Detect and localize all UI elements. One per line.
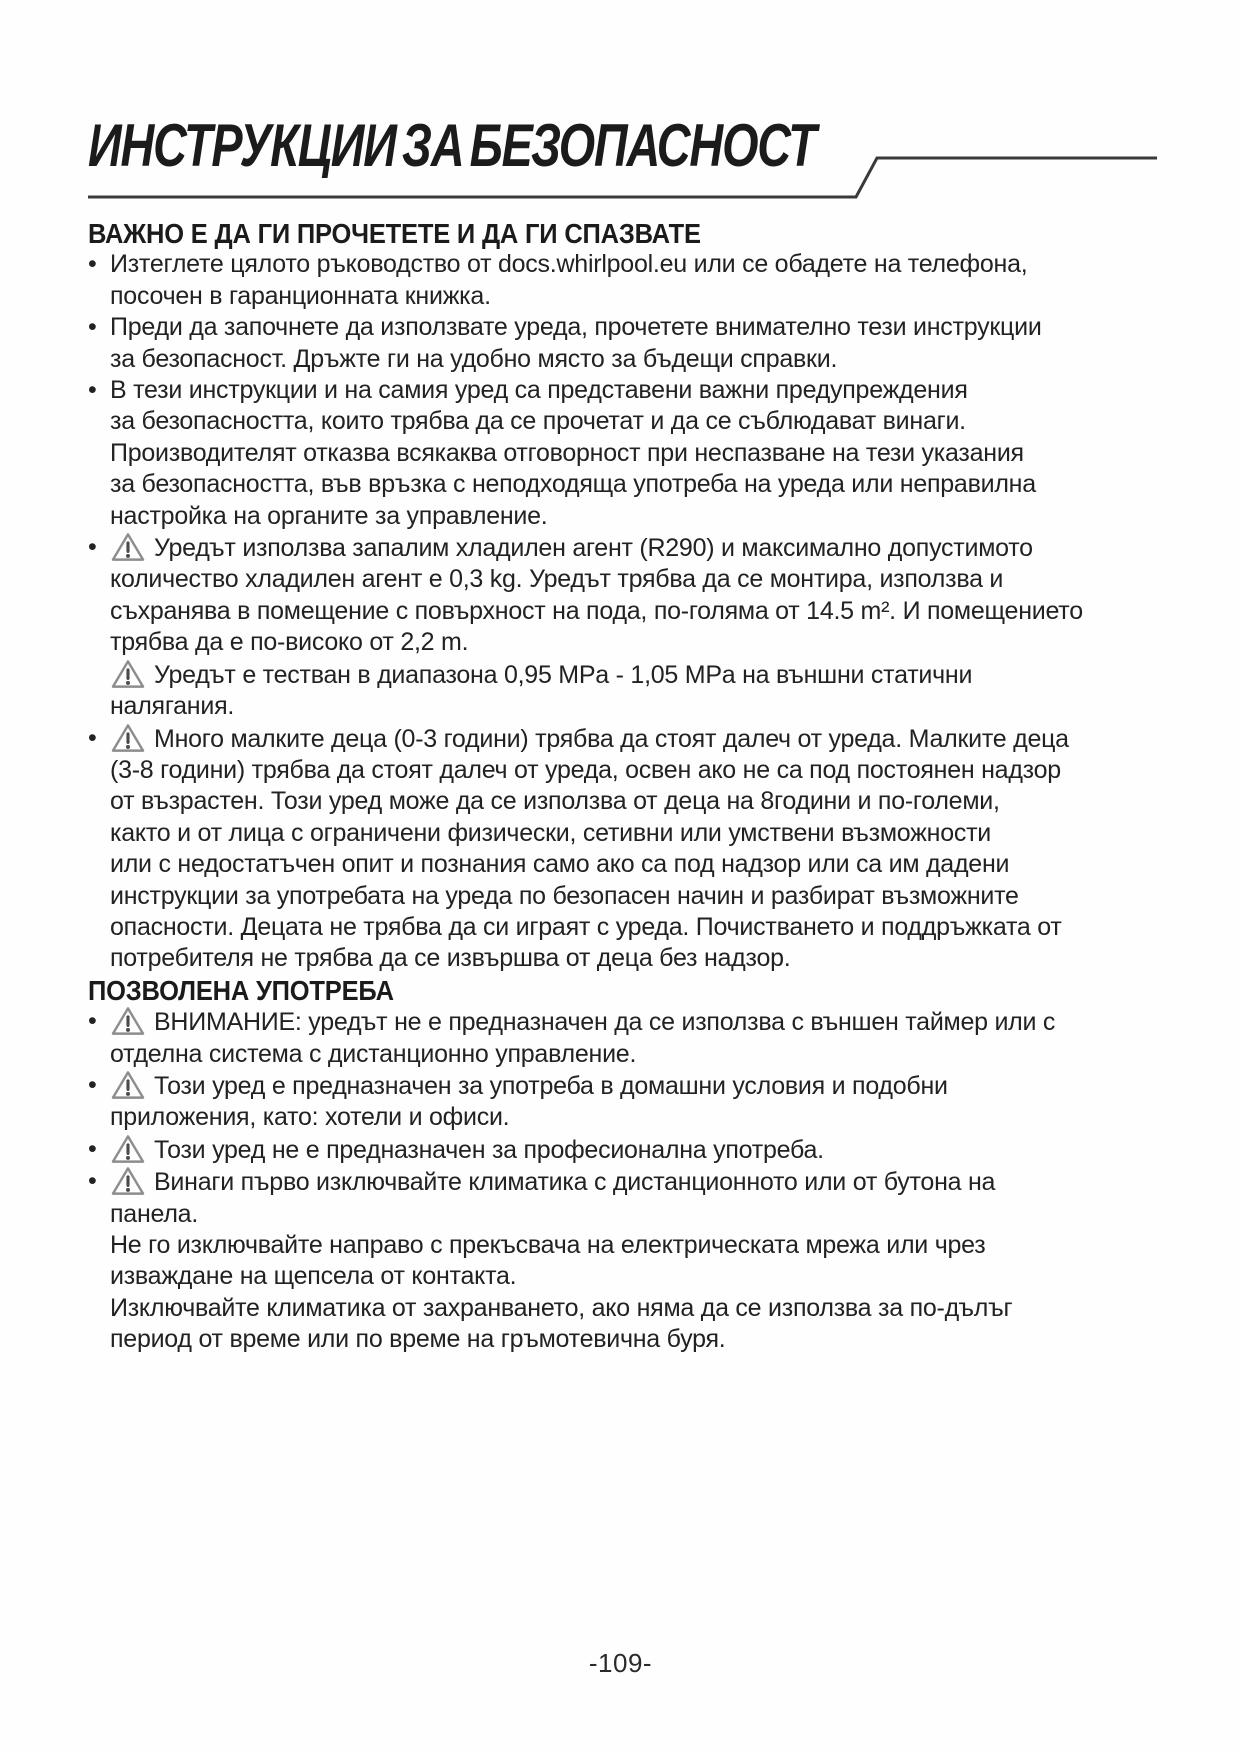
section-heading: ПОЗВОЛЕНА УПОТРЕБА	[88, 974, 394, 1006]
warning-triangle-icon	[111, 532, 145, 562]
warning-triangle-icon	[111, 723, 145, 753]
warning-triangle-icon	[111, 1166, 145, 1196]
bullet-marker: •	[88, 313, 97, 342]
text-line: ВНИМАНИЕ: уредът не е предназначен да се използва с външен таймер или с	[110, 1006, 1157, 1038]
section-heading: ВАЖНО Е ДА ГИ ПРОЧЕТЕТЕ И ДА ГИ СПАЗВАТЕ	[88, 218, 701, 249]
warning-triangle-icon	[111, 1134, 145, 1164]
warning-triangle-icon	[111, 1006, 145, 1036]
text-line: трябва да е по-високо от 2,2 m.	[110, 628, 469, 657]
bullet-marker: •	[88, 1134, 97, 1163]
item-text	[110, 659, 1157, 723]
text-line: от възрастен. Този уред може да се използва от деца на 8години и по-големи,	[110, 787, 1000, 816]
item-text	[110, 375, 1157, 532]
warning-triangle-icon	[111, 1070, 145, 1100]
sections	[88, 218, 1157, 1356]
item-text	[110, 1134, 1157, 1166]
list-item	[88, 723, 1157, 975]
item-text	[110, 1006, 1157, 1070]
item-text	[110, 312, 1157, 375]
text-line: Производителят отказва всякаква отговорност при неспазване на тези указания	[110, 438, 1024, 467]
item-text	[110, 1166, 1157, 1355]
bullet-marker: •	[88, 1070, 97, 1099]
content	[88, 112, 1157, 1356]
text-line: Този уред не е предназначен за професионална употреба.	[110, 1134, 1157, 1166]
text-line: отделна система с дистанционно управление.	[110, 1039, 637, 1068]
list-item	[88, 659, 1157, 723]
text-line: В тези инструкции и на самия уред са представени важни предупреждения	[110, 376, 968, 405]
page-title: ИНСТРУКЦИИ ЗА БЕЗОПАСНОСТ	[88, 112, 816, 179]
text-line: панела.	[110, 1199, 199, 1228]
text-line: Уредът е тестван в диапазона 0,95 MPa - 1,05 MPa на външни статични	[110, 659, 1157, 691]
text-line: или с недостатъчен опит и познания само ако са под надзор или са им дадени	[110, 850, 1010, 879]
bullet-marker: •	[88, 1167, 97, 1196]
text-line: настройка на органите за управление.	[110, 501, 548, 530]
text-line: инструкции за употребата на уреда по безопасен начин и разбират възможните	[110, 881, 1019, 910]
text-line: Не го изключвайте направо с прекъсвача на електрическата мрежа или чрез	[110, 1231, 986, 1259]
bullet-marker: •	[88, 376, 97, 405]
list-item	[88, 532, 1157, 659]
text-line: Винаги първо изключвайте климатика с дистанционното или от бутона на	[110, 1166, 1157, 1198]
warning-triangle-icon	[111, 659, 145, 689]
text-line: Много малките деца (0-3 години) трябва да стоят далеч от уреда. Малките деца	[110, 723, 1157, 755]
item-text	[110, 723, 1157, 975]
item-text	[110, 249, 1157, 312]
text-line: (3-8 години) трябва да стоят далеч от уреда, освен ако не са под постоянен надзор	[110, 755, 1061, 784]
text-line: Този уред е предназначен за употреба в домашни условия и подобни	[110, 1070, 1157, 1102]
text-line: както и от лица с ограничени физически, сетивни или умствени възможности	[110, 818, 992, 847]
text-line: посочен в гаранционната книжка.	[110, 281, 491, 310]
text-line: изваждане на щепсела от контакта.	[110, 1262, 517, 1291]
text-line: период от време или по време на гръмотевична буря.	[110, 1325, 726, 1354]
bullet-marker: •	[88, 1007, 97, 1036]
text-line: приложения, като: хотели и офиси.	[110, 1103, 510, 1132]
text-line: потребителя не трябва да се извършва от деца без надзор.	[110, 944, 791, 973]
list-item	[88, 375, 1157, 532]
bullet-marker: •	[88, 533, 97, 562]
text-line: налягания.	[110, 692, 235, 721]
text-line: за безопасност. Дръжте ги на удобно място за бъдещи справки.	[110, 344, 838, 373]
text-line: съхранява в помещение с повърхност на пода, по-голяма от 14.5 m². И помещението	[110, 596, 1083, 625]
text-line: Изтеглете цялото ръководство от docs.whirlpool.eu или се обадете на телефона,	[110, 250, 1028, 279]
item-text	[110, 532, 1157, 659]
list-item	[88, 1070, 1157, 1134]
list-item	[88, 1134, 1157, 1166]
bullet-marker: •	[88, 723, 97, 752]
text-line: Уредът използва запалим хладилен агент (R290) и максимално допустимото	[110, 532, 1157, 564]
list-item	[88, 1166, 1157, 1355]
text-line: Изключвайте климатика от захранването, ако няма да се използва за по-дълъг	[110, 1293, 1013, 1322]
list-item	[88, 249, 1157, 312]
list-item	[88, 312, 1157, 375]
bullet-marker: •	[88, 250, 97, 279]
text-line: Преди да започнете да използвате уреда, прочетете внимателно тези инструкции	[110, 313, 1042, 342]
text-line: за безопасността, които трябва да се прочетат и да се съблюдават винаги.	[110, 407, 966, 436]
page-number: -109-	[588, 1648, 653, 1678]
text-line: количество хладилен агент е 0,3 kg. Уредът трябва да се монтира, използва и	[110, 565, 1004, 594]
list-item	[88, 1006, 1157, 1070]
text-line: за безопасността, във връзка с неподходяща употреба на уреда или неправилна	[110, 470, 1036, 499]
item-text	[110, 1070, 1157, 1134]
text-line: опасности. Децата не трябва да си играят с уреда. Почистването и поддръжката от	[110, 912, 1062, 941]
